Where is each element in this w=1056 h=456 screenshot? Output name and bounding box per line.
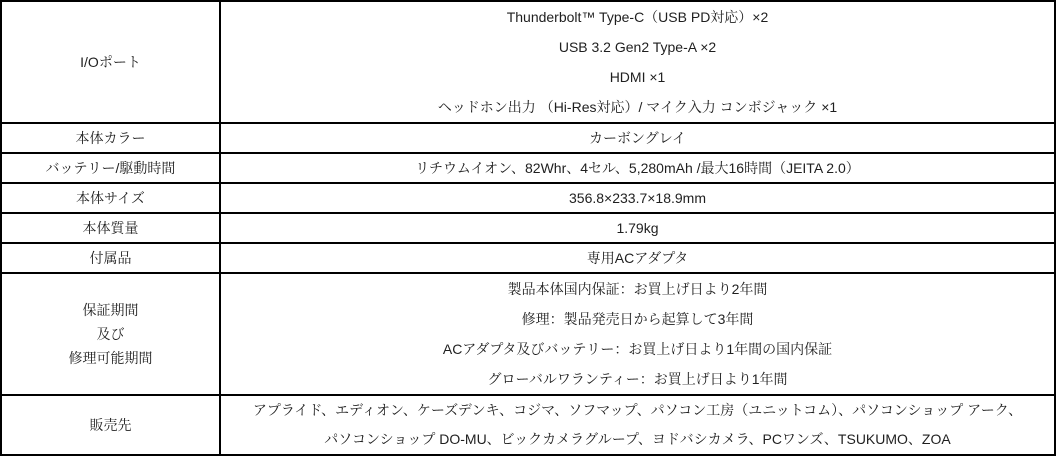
spec-label-cell (1, 243, 220, 273)
spec-label-line: 及び (96, 326, 125, 342)
spec-label-line: 本体サイズ (76, 190, 145, 206)
spec-row (1, 243, 1055, 273)
spec-value-line: ヘッドホン出力 （Hi-Res対応）/ マイク入力 コンボジャック ×1 (437, 99, 838, 115)
spec-table-body (1, 1, 1055, 455)
spec-value-line: Thunderbolt™ Type-C（USB PD対応）×2 (506, 9, 769, 25)
spec-label-line: 販売先 (89, 416, 132, 433)
spec-label-cell (1, 273, 220, 395)
spec-label-line: 付属品 (89, 250, 132, 266)
spec-label-line: 本体質量 (82, 220, 139, 236)
spec-value-cell (220, 395, 1055, 455)
spec-row (1, 273, 1055, 395)
spec-value-cell (220, 183, 1055, 213)
spec-label-cell (1, 395, 220, 455)
spec-value-line: USB 3.2 Gen2 Type-A ×2 (558, 39, 717, 55)
spec-value-cell (220, 1, 1055, 123)
spec-label-line: バッテリー/駆動時間 (45, 160, 176, 176)
spec-value-line: リチウムイオン、82Whr、4セル、5,280mAh /最大16時間（JEITA 2.0） (415, 160, 860, 176)
spec-label-line: 修理可能期間 (68, 350, 153, 366)
spec-value-cell (220, 123, 1055, 153)
spec-row (1, 183, 1055, 213)
spec-label-line: 本体カラー (75, 130, 146, 146)
spec-value-line: パソコンショップ DO-MU、ビックカメラグループ、ヨドバシカメラ、PCワンズ、TSUKUMO、ZOA (324, 431, 951, 447)
spec-value-line: アプライド、エディオン、ケーズデンキ、コジマ、ソフマップ、パソコン工房（ユニットコム）、パソコンショップ アーク、 (252, 402, 1023, 418)
spec-row (1, 395, 1055, 455)
spec-row (1, 123, 1055, 153)
spec-value-cell (220, 273, 1055, 395)
spec-label-cell (1, 1, 220, 123)
spec-value-line: 1.79kg (616, 220, 659, 236)
spec-value-line: 修理：製品発売日から起算して3年間 (521, 311, 754, 327)
spec-label-cell (1, 123, 220, 153)
spec-label-cell (1, 183, 220, 213)
spec-label-cell (1, 213, 220, 243)
spec-row (1, 213, 1055, 243)
spec-value-line: HDMI ×1 (609, 69, 666, 85)
spec-row (1, 153, 1055, 183)
spec-value-line: 356.8×233.7×18.9mm (569, 190, 706, 206)
spec-value-line: ACアダプタ及びバッテリー：お買上げ日より1年間の国内保証 (442, 341, 833, 357)
spec-label-cell (1, 153, 220, 183)
spec-label-line: I/Oポート (80, 54, 141, 70)
spec-row (1, 1, 1055, 123)
spec-label-line: 保証期間 (82, 302, 139, 318)
spec-value-cell (220, 153, 1055, 183)
spec-value-line: グローバルワランティー：お買上げ日より1年間 (487, 371, 788, 387)
spec-value-line: カーボングレイ (588, 130, 687, 146)
spec-value-line: 製品本体国内保証：お買上げ日より2年間 (507, 281, 768, 297)
spec-value-cell (220, 213, 1055, 243)
spec-value-line: 専用ACアダプタ (586, 250, 689, 266)
spec-value-cell (220, 243, 1055, 273)
